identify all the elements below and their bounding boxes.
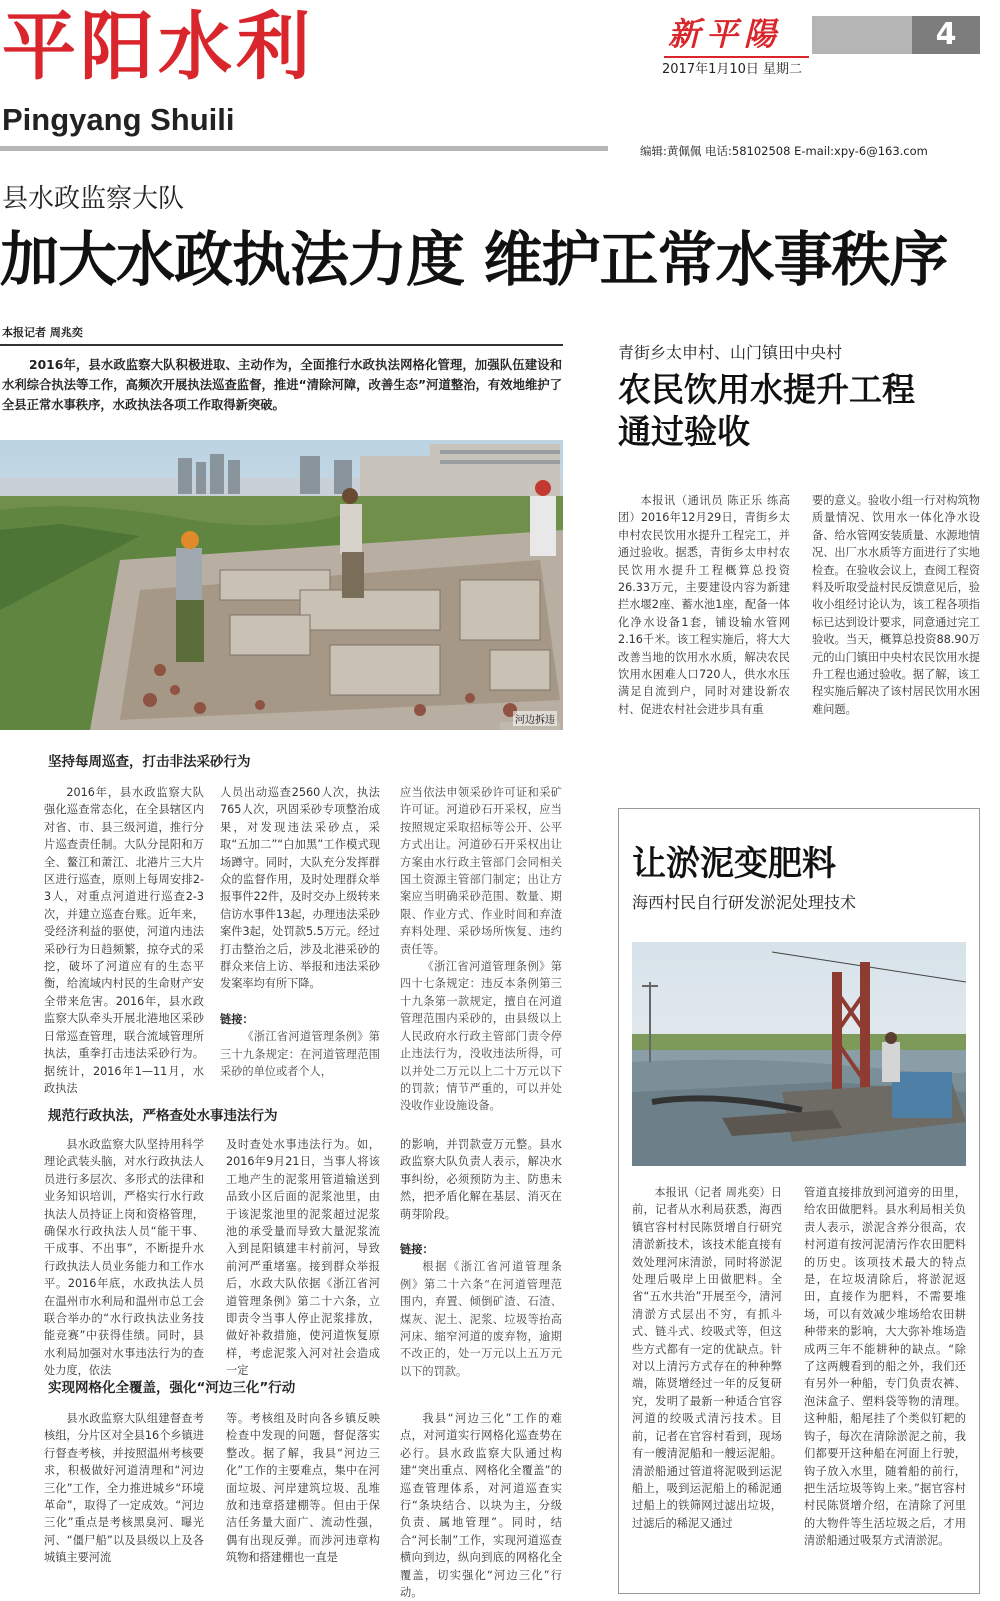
- page-number-badge: [912, 16, 980, 54]
- masthead-title: 平阳水利: [2, 4, 314, 90]
- section2-link-text: 根据《浙江省河道管理条例》第二十六条“在河道管理范围内，弃置、倾倒矿渣、石渣、煤灰、泥土、泥浆、垃圾等抬高河床、缩窄河道的废弃物，逾期不改正的，处一万元以上五万元以下的罚款。: [400, 1260, 562, 1378]
- dredging-photo-illustration: [632, 942, 966, 1166]
- section2-text1: 县水政监察大队坚持用科学理论武装头脑，对水行政执法人员进行多层次、多形式的法律和业务知识培训，严格实行水行政执法人员持证上岗和资格管理，确保水行政执法人员“能干事、干成事、不出事”，不断提升水行政执法人员业务能力和工作水平。2016年底，水政执法人员在温州市水利局和温州市总工会联合举办的“水行政执法业务技能竞赛”中获得佳绩。同时，县水利局加强对水事违法行为的查处力度，依法: [44, 1138, 204, 1378]
- main-lead: 2016年，县水政监察大队积极进取、主动作为，全面推行水政执法网格化管理，加强队伍建设和水利综合执法等工作，高频次开展执法巡查监督，推进“清除河障，改善生态”河道整治，有效地维护了全县正常水事秩序，水政执法各项工作取得新突破。: [2, 358, 562, 412]
- editor-line: 编辑:黄佩佩 电话:58102508 E-mail:xpy-6@163.com: [640, 144, 928, 158]
- section1-link-text: 《浙江省河道管理条例》第三十九条规定：在河道管理范围采砂的单位或者个人，: [220, 1030, 380, 1079]
- section3-heading: 实现网格化全覆盖，强化“河边三化”行动: [48, 1380, 296, 1396]
- section3-col3: [400, 1410, 562, 1600]
- section1-heading: 坚持每周巡查，打击非法采砂行为: [48, 754, 251, 770]
- section1-text2: 人员出动巡查2560人次，执法765人次，巩固采砂专项整治成果，对发现违法采砂点，采取“五加二”“白加黑”工作模式现场蹲守。同时，大队充分发挥群众的监督作用，及时处理群众举报事件22件，及时交办上级转来信访水事件13起，办理违法采砂案件3起，处罚款5.5万元。经过打击整治之后，涉及北港采砂的群众来信上访、举报和违法采砂发案率均有所下降。: [220, 786, 380, 991]
- section3-col2: [226, 1410, 380, 1596]
- main-byline: 本报记者 周兆奕: [2, 326, 83, 339]
- section1-col2: [220, 784, 380, 1090]
- section2-text3: 的影响，并罚款壹万元整。县水政监察大队负责人表示，解决水事纠纷，必须预防为主、防患未然，把矛盾化解在基层、消灭在萌芽阶段。: [400, 1138, 562, 1221]
- main-headline: 加大水政执法力度 维护正常水事秩序: [0, 225, 948, 294]
- page-number-bar: [812, 16, 912, 54]
- side-headline-line2: 通过验收: [618, 412, 750, 451]
- lead-rule: [0, 344, 563, 346]
- side-article-text2: 要的意义。验收小组一行对构筑物质量情况、饮用水一体化净水设备、给水管网安装质量、水源地情况、出厂水水质等方面进行了实地检查。在验收会议上，查阅工程资料及听取受益村民反馈意见后，验收小组经讨论认为，该工程各项指标已达到设计要求，同意通过完工验收。当天，概算总投资88.90万元的山门镇田中央村农民饮用水提升工程也通过验收。据了解，该工程实施后解决了该村居民饮用水困难问题。: [812, 494, 980, 716]
- section3-text2: 等。考核组及时向各乡镇反映检查中发现的问题，督促落实整改。据了解，我县“河边三化”工作的主要难点，集中在河面垃圾、河岸建筑垃圾、乱堆放和违章搭建棚等。但由于保洁任务量大面广、流动性强，偶有出现反弹。而涉河违章构筑物和搭建棚也一直是: [226, 1412, 380, 1565]
- section1-col1: [44, 784, 204, 1095]
- demolition-photo: [0, 440, 563, 730]
- masthead-pinyin: Pingyang Shuili: [2, 102, 235, 137]
- dredging-photo: [632, 942, 966, 1166]
- section3-col1: [44, 1410, 204, 1596]
- section2-col2: [226, 1136, 380, 1378]
- box-subhead: 海西村民自行研发淤泥处理技术: [632, 893, 857, 912]
- masthead-rule: [0, 146, 608, 151]
- issue-date: 2017年1月10日 星期二: [662, 62, 803, 77]
- box-article-col1: [632, 1184, 782, 1540]
- side-article-text1: 本报讯（通讯员 陈正乐 练高团）2016年12月29日，青街乡太申村农民饮用水提升工程完工，并通过验收。据悉，青街乡太申村农民饮用水提升工程概算总投资26.33万元，主要建设内容为新建拦水堰2座、蓄水池1座，配备一体化净水设备1套，铺设输水管网2.16千米。该工程实施后，将大大改善当地的饮用水水质，解决农民饮用水困难人口720人，供水水压满足自流到户，同时对建设新农村、促进农村社会进步具有重: [618, 494, 790, 716]
- section1-text3b: 《浙江省河道管理条例》第四十七条规定：违反本条例第三十九条第一款规定，擅自在河道管理范围内采砂的，由县级以上人民政府水行政主管部门责令停止违法行为，没收违法所得，可以并处二万元以上二十万元以下的罚款；情节严重的，可以并处没收作业设施设备。: [400, 960, 562, 1113]
- section1-col3: [400, 784, 562, 1113]
- section2-col3: [400, 1136, 562, 1378]
- section2-text2: 及时查处水事违法行为。如，2016年9月21日，当事人将该工地产生的泥浆用管道输送到品致小区后面的泥浆池里，由于该泥浆池里的泥浆超过泥浆池的承受量而导致大量泥浆流入到昆阳镇建丰村前河，导致前河严重堵塞。接到群众举报后，水政大队依据《浙江省河道管理条例》第二十六条，立即责令当事人停止泥浆排放，做好补救措施，使河道恢复原样，考虑泥浆入河对社会造成一定: [226, 1138, 380, 1378]
- side-headline-line1: 农民饮用水提升工程: [618, 370, 915, 409]
- box-article-col2: [804, 1184, 966, 1548]
- section2-heading: 规范行政执法，严格查处水事违法行为: [48, 1108, 278, 1124]
- section2-link-label: 链接：: [400, 1243, 434, 1257]
- side-kicker: 青街乡太申村、山门镇田中央村: [618, 343, 843, 362]
- demolition-photo-illustration: [0, 440, 563, 730]
- side-article-col1: [618, 492, 790, 720]
- paper-name-logo: 新平陽: [668, 15, 783, 53]
- box-article-text1: 本报讯（记者 周兆奕）日前，记者从水利局获悉，海西镇官容村村民陈贤增自行研究清淤新技术，该技术能直接有效处理河床清淤，同时将淤泥处理后吸岸上田做肥料。全省“五水共治”开展至今，清河清淤方式层出不穷，有抓斗式、链斗式、绞吸式等，但这些方式都有一定的优缺点。针对以上清污方式存在的种种弊端，陈贤增经过一年的反复研究，发明了最新一种适合官容河道的绞吸式清污技术。目前，记者在官容村看到，现场有一艘清泥船和一艘运泥船。清淤船通过管道将泥吸到运泥船上，吸到运泥船上的稀泥通过船上的铁筛网过滤出垃圾，过滤后的稀泥又通过: [632, 1186, 782, 1530]
- side-article-col2: [812, 492, 980, 720]
- section2-col1: [44, 1136, 204, 1378]
- box-article-text2: 管道直接排放到河道旁的田里，给农田做肥料。县水利局相关负责人表示，淤泥含养分很高，农村河道有按河泥清污作农田肥料的历史。该项技术最大的特点是，在垃圾清除后，将淤泥返田，直接作为肥料，不需要堆场，可以有效减少堆场给农田耕种带来的影响，大大弥补堆场造成两三年不能耕种的缺点。“除了这两艘看到的船之外，我们还有另外一种船，专门负责农裤、泡沫盒子、塑料袋等物的清理。这种船，船尾挂了个类似钉耙的钩子，每次在清除淤泥之前，我们都要开这种船在河面上行驶，钩子放入水里，随着船的前行，把生活垃圾等钩上来。”据官容村村民陈贤增介绍，在清除了河里的大物件等生活垃圾之后，才用清淤船通过吸泵方式清淤泥。: [804, 1186, 966, 1548]
- demolition-photo-caption: 河边拆违: [513, 711, 557, 726]
- page-number: 4: [935, 17, 957, 52]
- paper-name-underline: [664, 56, 809, 58]
- box-headline: 让淤泥变肥料: [632, 844, 836, 884]
- section1-link-label: 链接：: [220, 1012, 254, 1026]
- section1-text3: 应当依法申领采砂许可证和采矿许可证。河道砂石开采权，应当按照规定采取招标等公开、公平方式出让。河道砂石开采权出让方案由水行政主管部门会同相关国土资源主管部门制定；出让方案应当明确采砂范围、数量、期限、作业方式、作业时间和弃渣弃料处理、采砂场所恢复、违约责任等。: [400, 786, 562, 956]
- main-kicker: 县水政监察大队: [2, 184, 185, 214]
- section3-text1: 县水政监察大队组建督查考核组，分片区对全县16个乡镇进行督查考核，并按照温州考核要求，积极做好河道清理和“河边三化”工作，全力推进城乡“环境革命”，取得了一定成效。“河边三化”重点是考核黑臭河、曝光河、“僵尸船”以及县级以上及各城镇主要河流: [44, 1412, 204, 1565]
- section1-text1: 2016年，县水政监察大队强化巡查常态化，在全县辖区内对省、市、县三级河道，推行分片巡查责任制。大队分昆阳和万全、鳌江和萧江、北港片三大片区进行巡查，原则上每周安排2-3人，对重点河道进行巡查2-3次，并建立巡查台账。近年来，受经济利益的驱使，河道内违法采砂行为日趋频繁，掠夺式的采挖，破坏了河道应有的生态平衡，给流域内村民的生命财产安全带来危害。2016年，县水政监察大队牵头开展北港地区采砂日常巡查管理，联合流域管理所执法，重拳打击违法采砂行为。据统计，2016年1—11月，水政执法: [44, 786, 204, 1095]
- section3-text3: 我县“河边三化”工作的难点，对河道实行网格化巡查势在必行。县水政监察大队通过构建“突出重点、网格化全覆盖”的巡查管理体系，对河道巡查实行“条块结合、以块为主，分级负责、属地管理”。同时，结合“河长制”工作，实现河道巡查横向到边，纵向到底的网格化全覆盖，切实强化“河边三化”行动。: [400, 1412, 562, 1600]
